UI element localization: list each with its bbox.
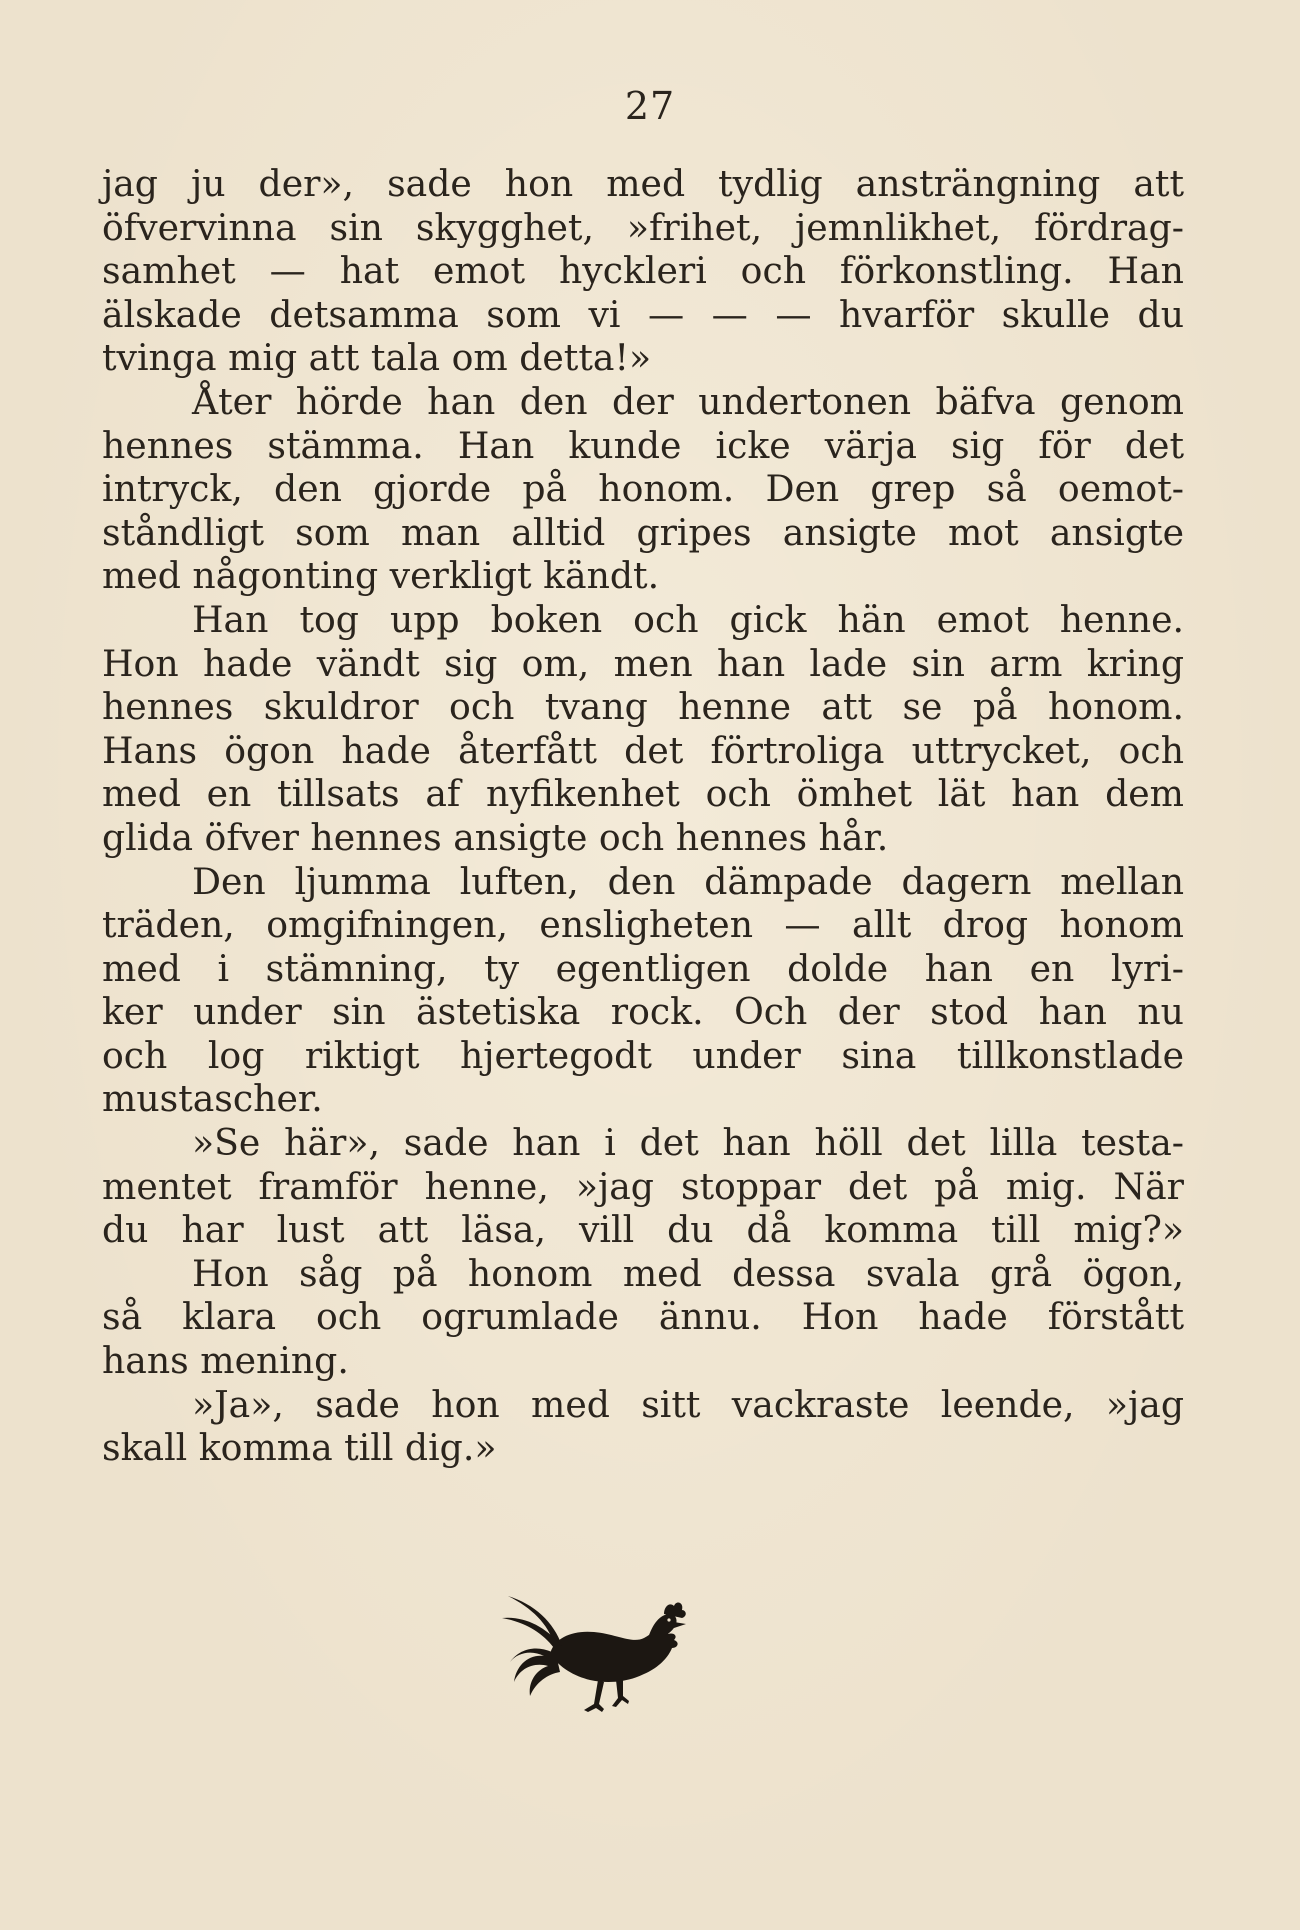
text-line: och log riktigt hjertegodt under sina tillkonstlade	[102, 1033, 1184, 1077]
text-line: Han tog upp boken och gick hän emot henne.	[192, 597, 1184, 641]
text-line: hans mening.	[102, 1339, 349, 1383]
text-line: med i stämning, ty egentligen dolde han en lyri-	[102, 946, 1184, 990]
text-line: med någonting verkligt kändt.	[102, 554, 660, 598]
text-line: Hon såg på honom med dessa svala grå ögon,	[192, 1251, 1184, 1295]
text-line: glida öfver hennes ansigte och hennes hår.	[102, 815, 889, 859]
text-line: ståndligt som man alltid gripes ansigte mot ansigte	[102, 510, 1184, 554]
text-line: mentet framför henne, »jag stoppar det på mig. När	[102, 1164, 1184, 1208]
text-line: träden, omgifningen, ensligheten — allt drog honom	[102, 903, 1184, 947]
text-line: älskade detsamma som vi — — — hvarför skulle du	[102, 292, 1184, 336]
text-line: »Se här», sade han i det han höll det lilla testa-	[192, 1121, 1184, 1165]
text-line: Den ljumma luften, den dämpade dagern mellan	[192, 859, 1184, 903]
text-line: hennes skuldror och tvang henne att se på honom.	[102, 685, 1184, 729]
rooster-icon	[498, 1588, 698, 1718]
page-number: 27	[624, 84, 676, 128]
text-line: tvinga mig att tala om detta!»	[102, 336, 652, 380]
text-line: Åter hörde han den der undertonen bäfva genom	[192, 379, 1184, 423]
text-line: du har lust att läsa, vill du då komma till mig?»	[102, 1208, 1184, 1252]
text-line: Hans ögon hade återfått det förtroliga uttrycket, och	[102, 728, 1184, 772]
text-line: »Ja», sade hon med sitt vackraste leende, »jag	[192, 1382, 1184, 1426]
text-line: öfvervinna sin skygghet, »frihet, jemnlikhet, fördrag-	[102, 205, 1184, 249]
text-line: hennes stämma. Han kunde icke värja sig för det	[102, 423, 1184, 467]
text-line: Hon hade vändt sig om, men han lade sin arm kring	[102, 641, 1184, 685]
text-line: skall komma till dig.»	[102, 1426, 497, 1470]
text-line: intryck, den gjorde på honom. Den grep så oemot-	[102, 467, 1184, 511]
text-line: med en tillsats af nyfikenhet och ömhet lät han dem	[102, 772, 1184, 816]
body-text	[102, 162, 1184, 1470]
text-line: ker under sin ästetiska rock. Och der stod han nu	[102, 990, 1184, 1034]
text-line: så klara och ogrumlade ännu. Hon hade förstått	[102, 1295, 1184, 1339]
text-line: jag ju der», sade hon med tydlig ansträngning att	[102, 162, 1184, 205]
text-line: samhet — hat emot hyckleri och förkonstling. Han	[102, 249, 1184, 293]
text-line: mustascher.	[102, 1077, 323, 1121]
